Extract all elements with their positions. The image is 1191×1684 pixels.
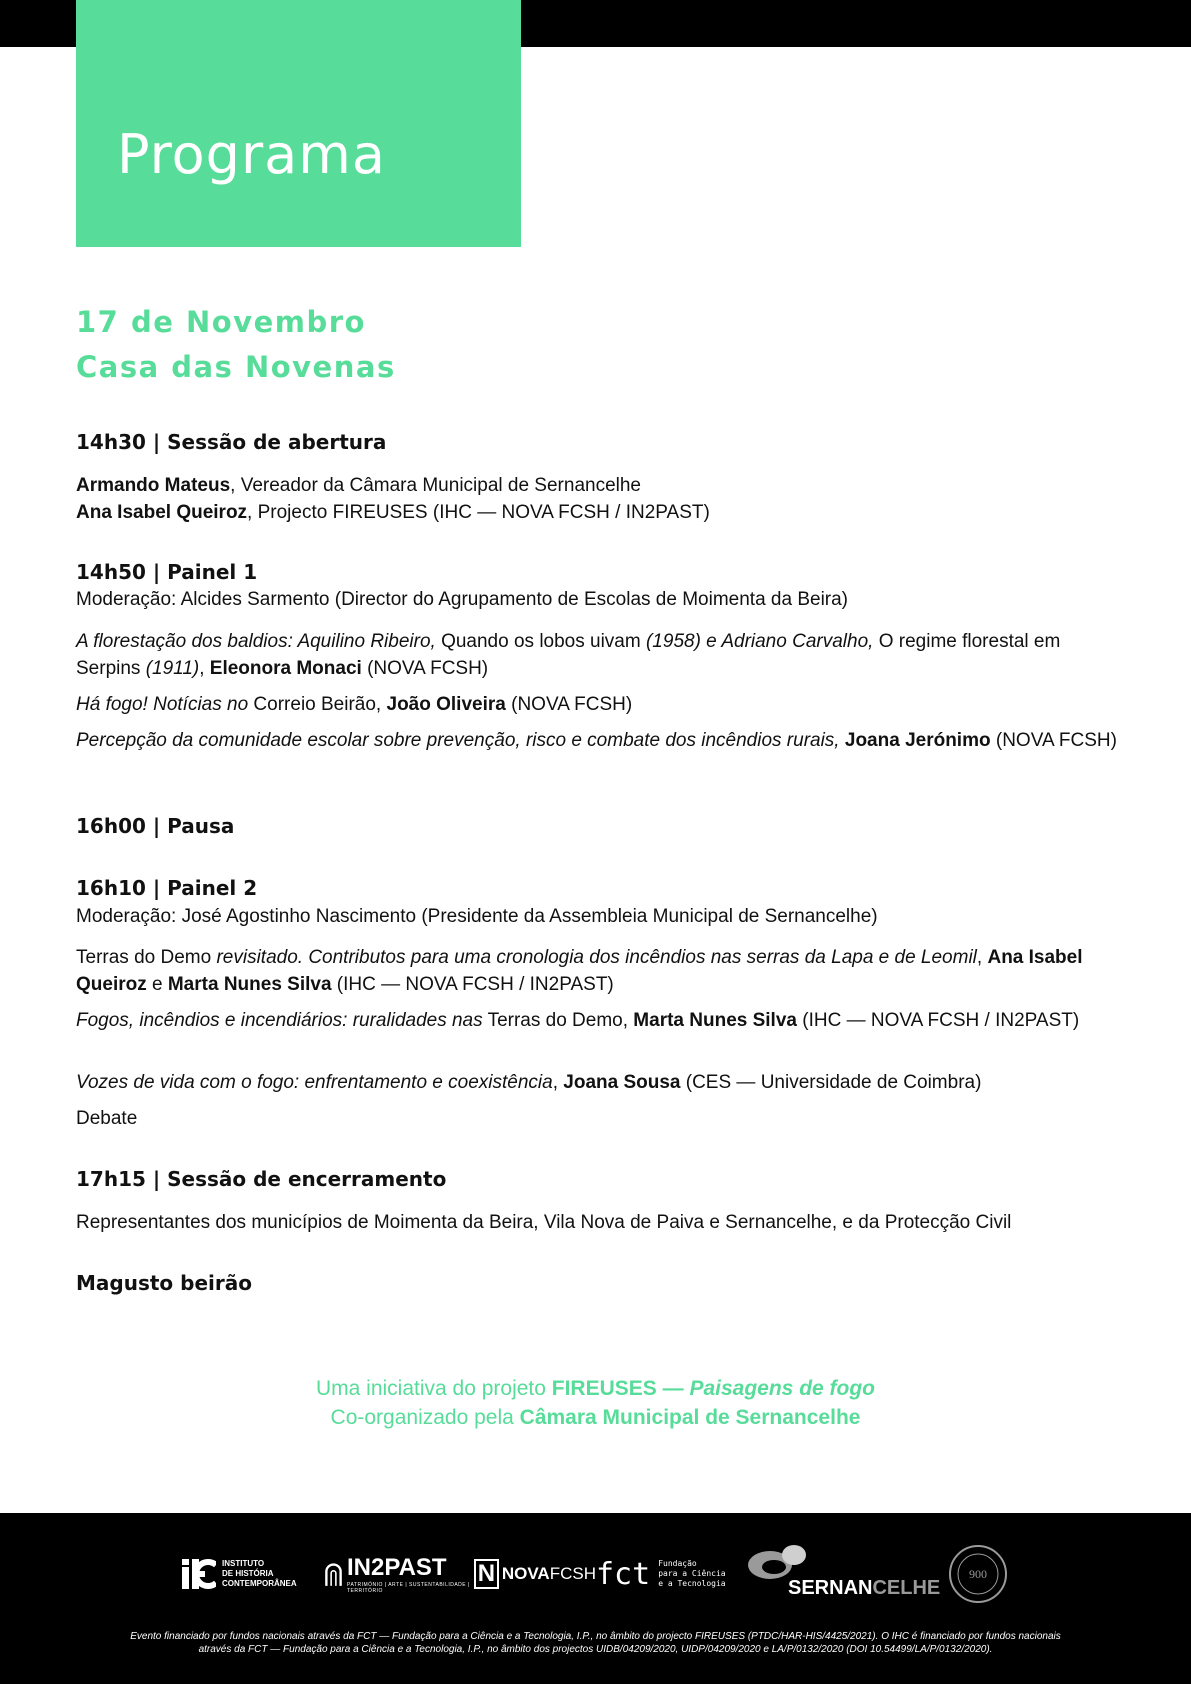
- panel1-talk-2: [76, 691, 1126, 718]
- fct-line: e a Tecnologia: [658, 1579, 726, 1588]
- panel2-talk-3: [76, 1069, 1126, 1096]
- talk-affiliation: (IHC — NOVA FCSH / IN2PAST): [796, 1010, 1080, 1031]
- talk-author: Eleonora Monaci: [209, 658, 362, 679]
- fct-logo: [596, 1557, 746, 1592]
- talk-title-part: O regime florestal em Serpins: [76, 631, 1061, 679]
- panel2-debate: Debate: [76, 1108, 138, 1129]
- panel2-moderation: Moderação: José Agostinho Nascimento (Presidente da Assembleia Municipal de Sernancelhe): [76, 906, 878, 927]
- speaker-line: [76, 472, 1126, 499]
- talk-author: João Oliveira: [386, 694, 506, 715]
- seal-icon: [948, 1544, 1008, 1604]
- talk-title-part: Há fogo! Notícias no: [76, 694, 249, 715]
- talk-title-part: Fogos, incêndios e incendiários: ruralidades nas: [76, 1010, 483, 1031]
- speaker-line: [76, 499, 1126, 526]
- credits-text: Uma iniciativa do projeto: [315, 1377, 552, 1400]
- talk-affiliation: (NOVA FCSH): [990, 730, 1117, 751]
- fct-line: para a Ciência: [658, 1569, 726, 1578]
- seal-number: 900: [969, 1567, 987, 1581]
- ihc-line: DE HISTÓRIA: [222, 1569, 274, 1578]
- funding-line-1: Evento financiado por fundos nacionais através da FCT — Fundação para a Ciência e a Tecnologia, I.P., no âmbito do projecto FIREUSES (PTDC/HAR-HIS/4425/2021). O IHC é financiado por fundos nacionais: [130, 1631, 1061, 1642]
- separator: e: [146, 974, 168, 995]
- talk-author: Marta Nunes Silva: [633, 1010, 797, 1031]
- ihc-mark-icon: [182, 1559, 216, 1589]
- funding-notice: [0, 1630, 1191, 1656]
- project-subtitle: Paisagens de fogo: [689, 1377, 876, 1400]
- talk-title-part: Terras do Demo,: [482, 1010, 634, 1031]
- nova-fcsh-logo: [474, 1559, 596, 1589]
- opening-speakers: [76, 472, 1126, 526]
- panel1-moderation: Moderação: Alcides Sarmento (Director do Agrupamento de Escolas de Moimenta da Beira): [76, 589, 849, 610]
- in2past-arch-icon: [324, 1559, 343, 1589]
- talk-author: Ana Isabel Queiroz: [76, 947, 1083, 995]
- closing-text: Representantes dos municípios de Moimenta da Beira, Vila Nova de Paiva e Sernancelhe, e da Protecção Civil: [76, 1212, 1012, 1233]
- panel2-heading: 16h10 | Painel 2: [76, 876, 258, 900]
- speaker-name: Armando Mateus: [76, 475, 231, 496]
- speaker-name: Ana Isabel Queiroz: [76, 502, 248, 523]
- panel1-heading: 14h50 | Painel 1: [76, 560, 258, 584]
- sernancelhe-logo: [746, 1543, 948, 1605]
- talk-title-part: Vozes de vida com o fogo: enfrentamento e coexistência: [76, 1072, 553, 1093]
- footer: [0, 1513, 1191, 1684]
- panel2-talk-2: [76, 1007, 1126, 1034]
- event-venue: Casa das Novenas: [76, 350, 396, 384]
- talk-author: Joana Jerónimo: [844, 730, 991, 751]
- sernancelhe-name: [788, 1577, 940, 1600]
- talk-title-part: (1958) e Adriano Carvalho,: [645, 631, 874, 652]
- talk-author: Marta Nunes Silva: [167, 974, 332, 995]
- talk-title-part: Percepção da comunidade escolar sobre prevenção, risco e combate dos incêndios rurais,: [76, 730, 840, 751]
- talk-title-part: revisitado. Contributos para uma cronologia dos incêndios nas serras da Lapa e de Leomil: [216, 947, 977, 968]
- speaker-role: , Projecto FIREUSES (IHC — NOVA FCSH / IN2PAST): [247, 502, 710, 523]
- event-date: 17 de Novembro: [76, 305, 366, 339]
- talk-title-part: A florestação dos baldios: Aquilino Ribeiro,: [76, 631, 436, 652]
- talk-affiliation: (IHC — NOVA FCSH / IN2PAST): [331, 974, 614, 995]
- funding-line-2: através da FCT — Fundação para a Ciência e a Tecnologia, I.P., no âmbito dos projectos UIDB/04209/2020, UIDP/04209/2020 e LA/P/0132/2020 (DOI 10.54499/LA/P/0132/2020).: [198, 1644, 993, 1655]
- panel1-talk-1: [76, 628, 1126, 682]
- foral-seal-logo: [948, 1544, 1010, 1604]
- credits-text: Co-organizado pela: [330, 1406, 520, 1429]
- speaker-role: , Vereador da Câmara Municipal de Sernancelhe: [230, 475, 641, 496]
- sernancelhe-name-b: CELHE: [872, 1577, 941, 1599]
- credits: [0, 1374, 1191, 1432]
- talk-affiliation: (NOVA FCSH): [361, 658, 489, 679]
- fcsh-text: FCSH: [549, 1564, 596, 1583]
- nova-n-mark: N: [474, 1559, 499, 1589]
- talk-affiliation: (CES — Universidade de Coimbra): [680, 1072, 982, 1093]
- separator: ,: [552, 1072, 564, 1093]
- talk-title-part: Correio Beirão,: [248, 694, 387, 715]
- talk-title-part: Quando os lobos uivam: [435, 631, 646, 652]
- panel2-talk-1: [76, 944, 1126, 998]
- page-title: Programa: [117, 123, 386, 186]
- closing-heading: 17h15 | Sessão de encerramento: [76, 1167, 447, 1191]
- talk-author: Joana Sousa: [563, 1072, 681, 1093]
- talk-affiliation: (NOVA FCSH): [505, 694, 633, 715]
- in2past-logo: [324, 1554, 474, 1594]
- ihc-line: CONTEMPORÂNEA: [222, 1579, 297, 1588]
- title-box: [76, 0, 521, 247]
- ihc-logo: [182, 1559, 324, 1589]
- nova-text: NOVA: [501, 1564, 550, 1583]
- separator: ,: [199, 658, 210, 679]
- pause-heading: 16h00 | Pausa: [76, 814, 235, 838]
- separator: ,: [976, 947, 988, 968]
- panel1-talk-3: [76, 727, 1126, 754]
- credits-line-2: [0, 1403, 1191, 1432]
- fct-line: Fundação: [658, 1559, 697, 1568]
- opening-session-heading: 14h30 | Sessão de abertura: [76, 430, 387, 454]
- credits-line-1: [0, 1374, 1191, 1403]
- in2past-tagline: PATRIMÓNIO | ARTE | SUSTENTABILIDADE | TERRITÓRIO: [347, 1582, 470, 1594]
- co-organizer: Câmara Municipal de Sernancelhe: [519, 1406, 861, 1429]
- project-name: FIREUSES —: [551, 1377, 690, 1400]
- talk-title-part: (1911): [145, 658, 200, 679]
- fct-mark: fct: [596, 1556, 651, 1592]
- partner-logos: [182, 1543, 1010, 1605]
- sernancelhe-name-a: SERNAN: [788, 1577, 873, 1599]
- talk-title-part: Terras do Demo: [76, 947, 217, 968]
- in2past-name: IN2PAST: [347, 1554, 447, 1581]
- ihc-line: INSTITUTO: [222, 1559, 265, 1568]
- event-date-venue: [76, 300, 396, 390]
- magusto-heading: Magusto beirão: [76, 1271, 252, 1295]
